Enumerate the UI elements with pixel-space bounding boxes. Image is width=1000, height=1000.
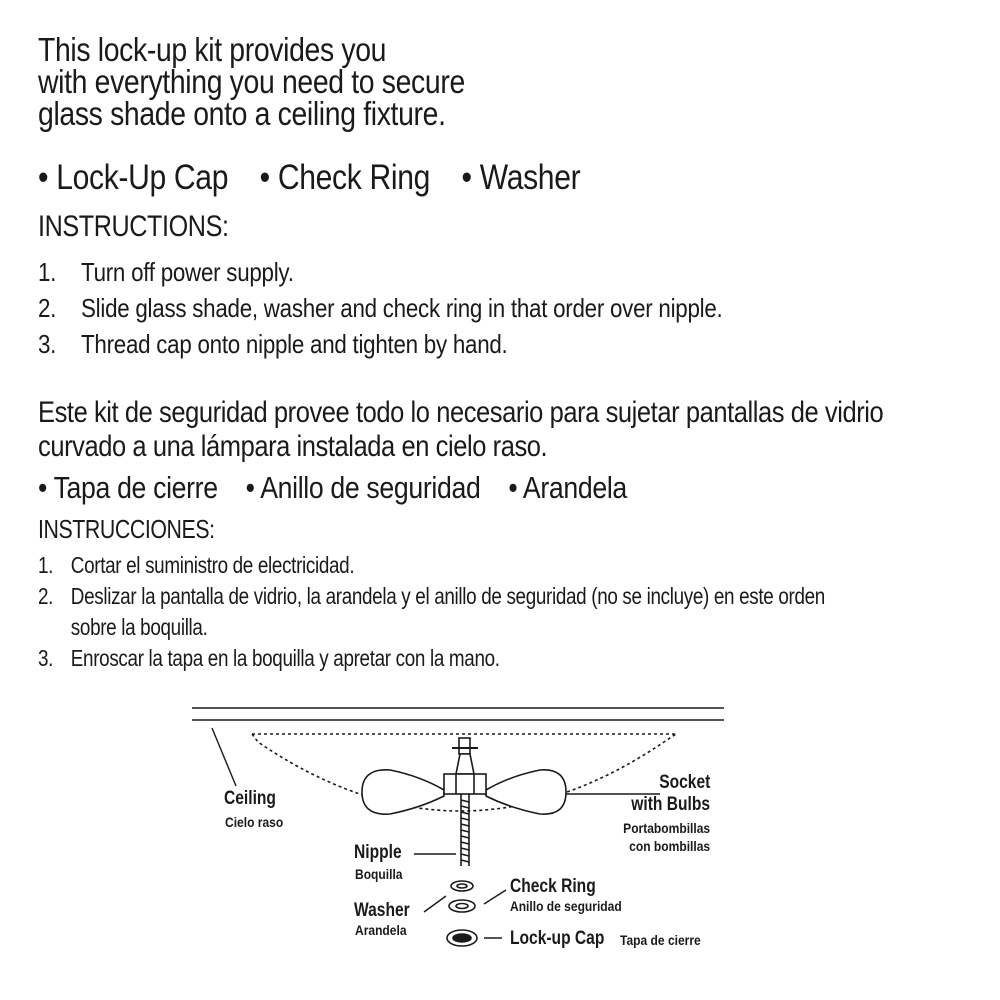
nipple-top <box>459 738 470 754</box>
ceiling-leader <box>212 728 236 786</box>
lock-up-cap-label: Lock-up Cap <box>510 928 605 949</box>
component-check-ring: Check Ring <box>277 158 430 197</box>
spanish-intro-line: curvado a una lámpara instalada en cielo raso. <box>38 430 548 463</box>
english-intro-line: with everything you need to secure <box>38 63 465 100</box>
ceiling-sublabel: Cielo raso <box>225 814 284 830</box>
component-washer: Washer <box>479 158 581 197</box>
spanish-intro <box>38 396 883 464</box>
socket-sublabel: Portabombillas <box>623 820 710 836</box>
bullet-icon: • <box>38 470 47 505</box>
check-ring-sublabel: Anillo de seguridad <box>510 898 622 914</box>
socket-neck <box>456 754 474 774</box>
step-text: Enroscar la tapa en la boquilla y apretar con la mano. <box>70 645 500 671</box>
right-bulb-icon <box>486 770 566 814</box>
washer-sublabel: Arandela <box>355 922 407 938</box>
step-number: 3. <box>38 645 54 671</box>
list-item <box>38 254 898 290</box>
spanish-steps <box>38 550 965 674</box>
ceiling-label: Ceiling <box>224 788 276 809</box>
list-item <box>38 290 898 326</box>
component-arandela: Arandela <box>522 470 627 505</box>
check-ring-label: Check Ring <box>510 876 596 897</box>
step-number: 1. <box>38 552 54 578</box>
bullet-icon: • <box>461 158 472 197</box>
english-intro-line: glass shade onto a ceiling fixture. <box>38 95 446 132</box>
step-number: 2. <box>38 293 57 323</box>
step-number: 3. <box>38 329 57 359</box>
bullet-icon: • <box>245 470 255 505</box>
step-number: 1. <box>38 257 57 287</box>
english-component-list <box>38 158 580 198</box>
spanish-intro-line: Este kit de seguridad provee todo lo necesario para sujetar pantallas de vidrio <box>38 396 884 429</box>
bullet-icon: • <box>259 158 270 197</box>
diagram-illustration <box>0 690 1000 1000</box>
english-instructions-heading: INSTRUCTIONS: <box>38 210 229 243</box>
step-text: Deslizar la pantalla de vidrio, la arandela y el anillo de seguridad (no se incluye) en este orden <box>70 583 825 609</box>
step-text: Cortar el suministro de electricidad. <box>70 552 355 578</box>
socket-label: Socket <box>658 772 710 793</box>
component-lock-up-cap: Lock-Up Cap <box>56 158 229 197</box>
step-text: Slide glass shade, washer and check ring in that order over nipple. <box>81 293 723 323</box>
bullet-icon: • <box>508 470 518 505</box>
english-steps <box>38 254 898 362</box>
list-item <box>38 550 965 581</box>
assembly-diagram <box>0 690 1000 1000</box>
list-item <box>38 326 898 362</box>
instruction-sheet <box>38 31 968 671</box>
check-ring-icon <box>451 881 473 891</box>
nipple-sublabel: Boquilla <box>355 866 403 882</box>
component-anillo-de-seguridad: Anillo de seguridad <box>260 470 481 505</box>
nipple-label: Nipple <box>354 842 402 863</box>
spanish-instructions-heading: INSTRUCCIONES: <box>38 514 215 544</box>
english-intro-line: This lock-up kit provides you <box>38 31 387 68</box>
component-tapa-de-cierre: Tapa de cierre <box>53 470 218 505</box>
check-ring-leader <box>484 890 506 904</box>
socket-sublabel-line2: con bombillas <box>629 838 710 854</box>
lock-up-cap-sublabel: Tapa de cierre <box>620 932 701 948</box>
washer-leader <box>424 896 446 912</box>
step-text: Turn off power supply. <box>81 257 294 287</box>
socket-label-line2: with Bulbs <box>631 794 710 815</box>
english-intro <box>38 31 692 132</box>
list-item <box>38 581 965 643</box>
washer-icon <box>449 900 475 912</box>
bullet-icon: • <box>38 158 49 197</box>
spanish-component-list <box>38 470 627 506</box>
step-text-continued: sobre la boquilla. <box>70 614 208 640</box>
step-number: 2. <box>38 583 54 609</box>
step-text: Thread cap onto nipple and tighten by hand. <box>81 329 508 359</box>
list-item <box>38 643 965 674</box>
threaded-nipple <box>461 794 469 866</box>
left-bulb-icon <box>362 770 444 814</box>
socket-body <box>444 774 486 794</box>
washer-label: Washer <box>354 900 410 921</box>
